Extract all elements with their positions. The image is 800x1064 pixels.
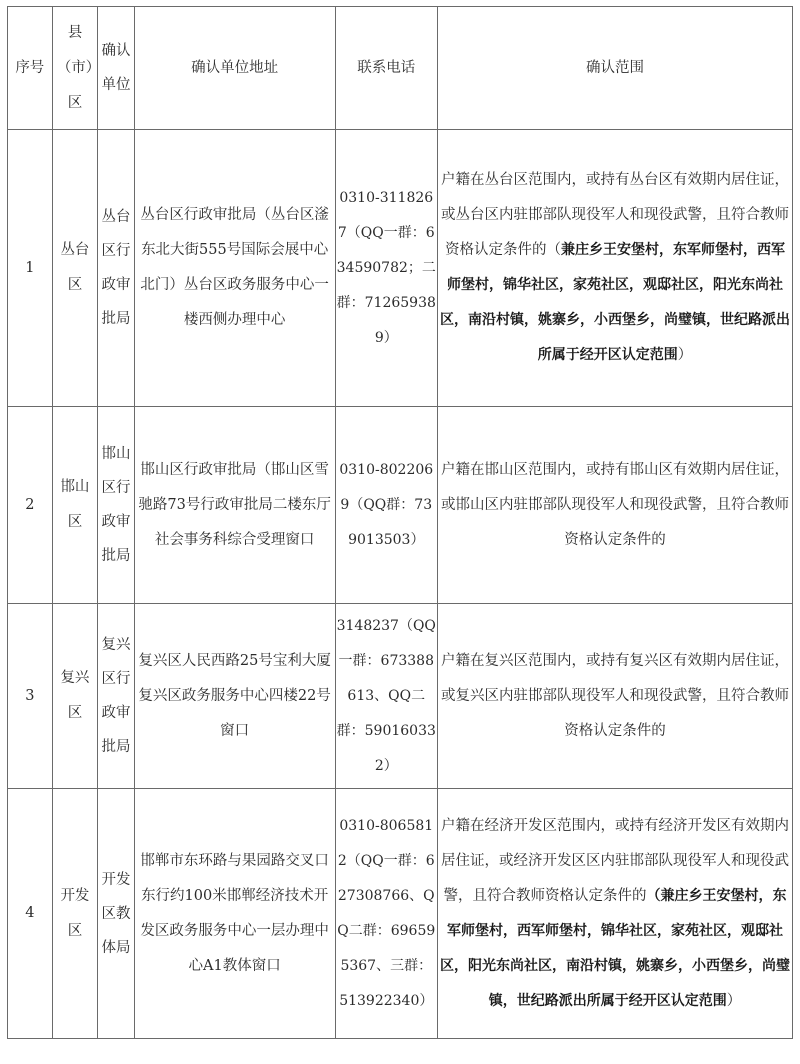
cell-county: 邯山区 (52, 407, 98, 604)
scope-tail: ） (677, 347, 693, 363)
cell-unit: 复兴区行政审批局 (98, 604, 135, 789)
cell-seq: 1 (8, 130, 53, 407)
header-county: 县（市）区 (52, 7, 98, 130)
scope-bold-text: （兼庄乡王安堡村，东军师堡村，西军师堡村，锦华社区，家苑社区，观邸社区，阳光东尚社区，南沿村镇，姚寨乡，小西堡乡，尚璧镇，世纪路派出所属于经开区认定范围 (439, 887, 790, 1009)
cell-address: 复兴区人民西路25号宝利大厦复兴区政务服务中心四楼22号窗口 (134, 604, 335, 789)
table-row (8, 407, 793, 604)
table-row (8, 789, 793, 1039)
cell-county: 丛台区 (52, 130, 98, 407)
header-phone: 联系电话 (335, 7, 437, 130)
cell-seq: 3 (8, 604, 53, 789)
scope-bold-text: 兼庄乡王安堡村，东军师堡村，西军师堡村，锦华社区，家苑社区，观邸社区，阳光东尚社区，南沿村镇，姚寨乡，小西堡乡，尚璧镇，世纪路派出所属于经开区认定范围 (439, 242, 790, 363)
cell-unit: 开发区教体局 (98, 789, 135, 1039)
cell-county: 开发区 (52, 789, 98, 1039)
header-unit: 确认单位 (98, 7, 135, 130)
scope-text: 户籍在经济开发区范围内，或持有经济开发区有效期内居住证，或经济开发区区内驻邯部队现役军人和现役武警，且符合教师资格认定条件的 (440, 817, 789, 904)
scope-text: 户籍在丛台区范围内，或持有丛台区有效期内居住证，或丛台区内驻邯部队现役军人和现役武警，且符合教师资格认定条件的（ (440, 172, 789, 258)
cell-scope (437, 130, 792, 407)
cell-scope (437, 789, 792, 1039)
scope-text: 户籍在邯山区范围内，或持有邯山区有效期内居住证，或邯山区内驻邯部队现役军人和现役武警，且符合教师资格认定条件的 (440, 461, 789, 548)
cell-phone: 0310-3118267（QQ一群：634590782；二群：712659389） (335, 130, 437, 407)
cell-address: 丛台区行政审批局（丛台区滏东北大街555号国际会展中心北门）丛台区政务服务中心一楼西侧办理中心 (134, 130, 335, 407)
cell-seq: 4 (8, 789, 53, 1039)
cell-address: 邯郸市东环路与果园路交叉口东行约100米邯郸经济技术开发区政务服务中心一层办理中心A1教体窗口 (134, 789, 335, 1039)
header-seq: 序号 (8, 7, 53, 130)
scope-text: 户籍在复兴区范围内，或持有复兴区有效期内居住证，或复兴区内驻邯部队现役军人和现役武警，且符合教师资格认定条件的 (440, 652, 789, 739)
cell-phone: 3148237（QQ一群：673388613、QQ二群：590160332） (335, 604, 437, 789)
header-address: 确认单位地址 (134, 7, 335, 130)
cell-scope (437, 604, 792, 789)
cell-unit: 丛台区行政审批局 (98, 130, 135, 407)
header-scope: 确认范围 (437, 7, 792, 130)
cell-unit: 邯山区行政审批局 (98, 407, 135, 604)
certification-office-table (7, 6, 793, 1039)
table-row (8, 604, 793, 789)
cell-phone: 0310-8065812（QQ一群：627308766、QQ二群：696595367、三群：513922340） (335, 789, 437, 1039)
table-header-row (8, 7, 793, 130)
cell-phone: 0310-8022069（QQ群：739013503） (335, 407, 437, 604)
cell-address: 邯山区行政审批局（邯山区雪驰路73号行政审批局二楼东厅社会事务科综合受理窗口 (134, 407, 335, 604)
scope-tail: ） (726, 992, 742, 1009)
cell-scope (437, 407, 792, 604)
cell-county: 复兴区 (52, 604, 98, 789)
cell-seq: 2 (8, 407, 53, 604)
table-row (8, 130, 793, 407)
